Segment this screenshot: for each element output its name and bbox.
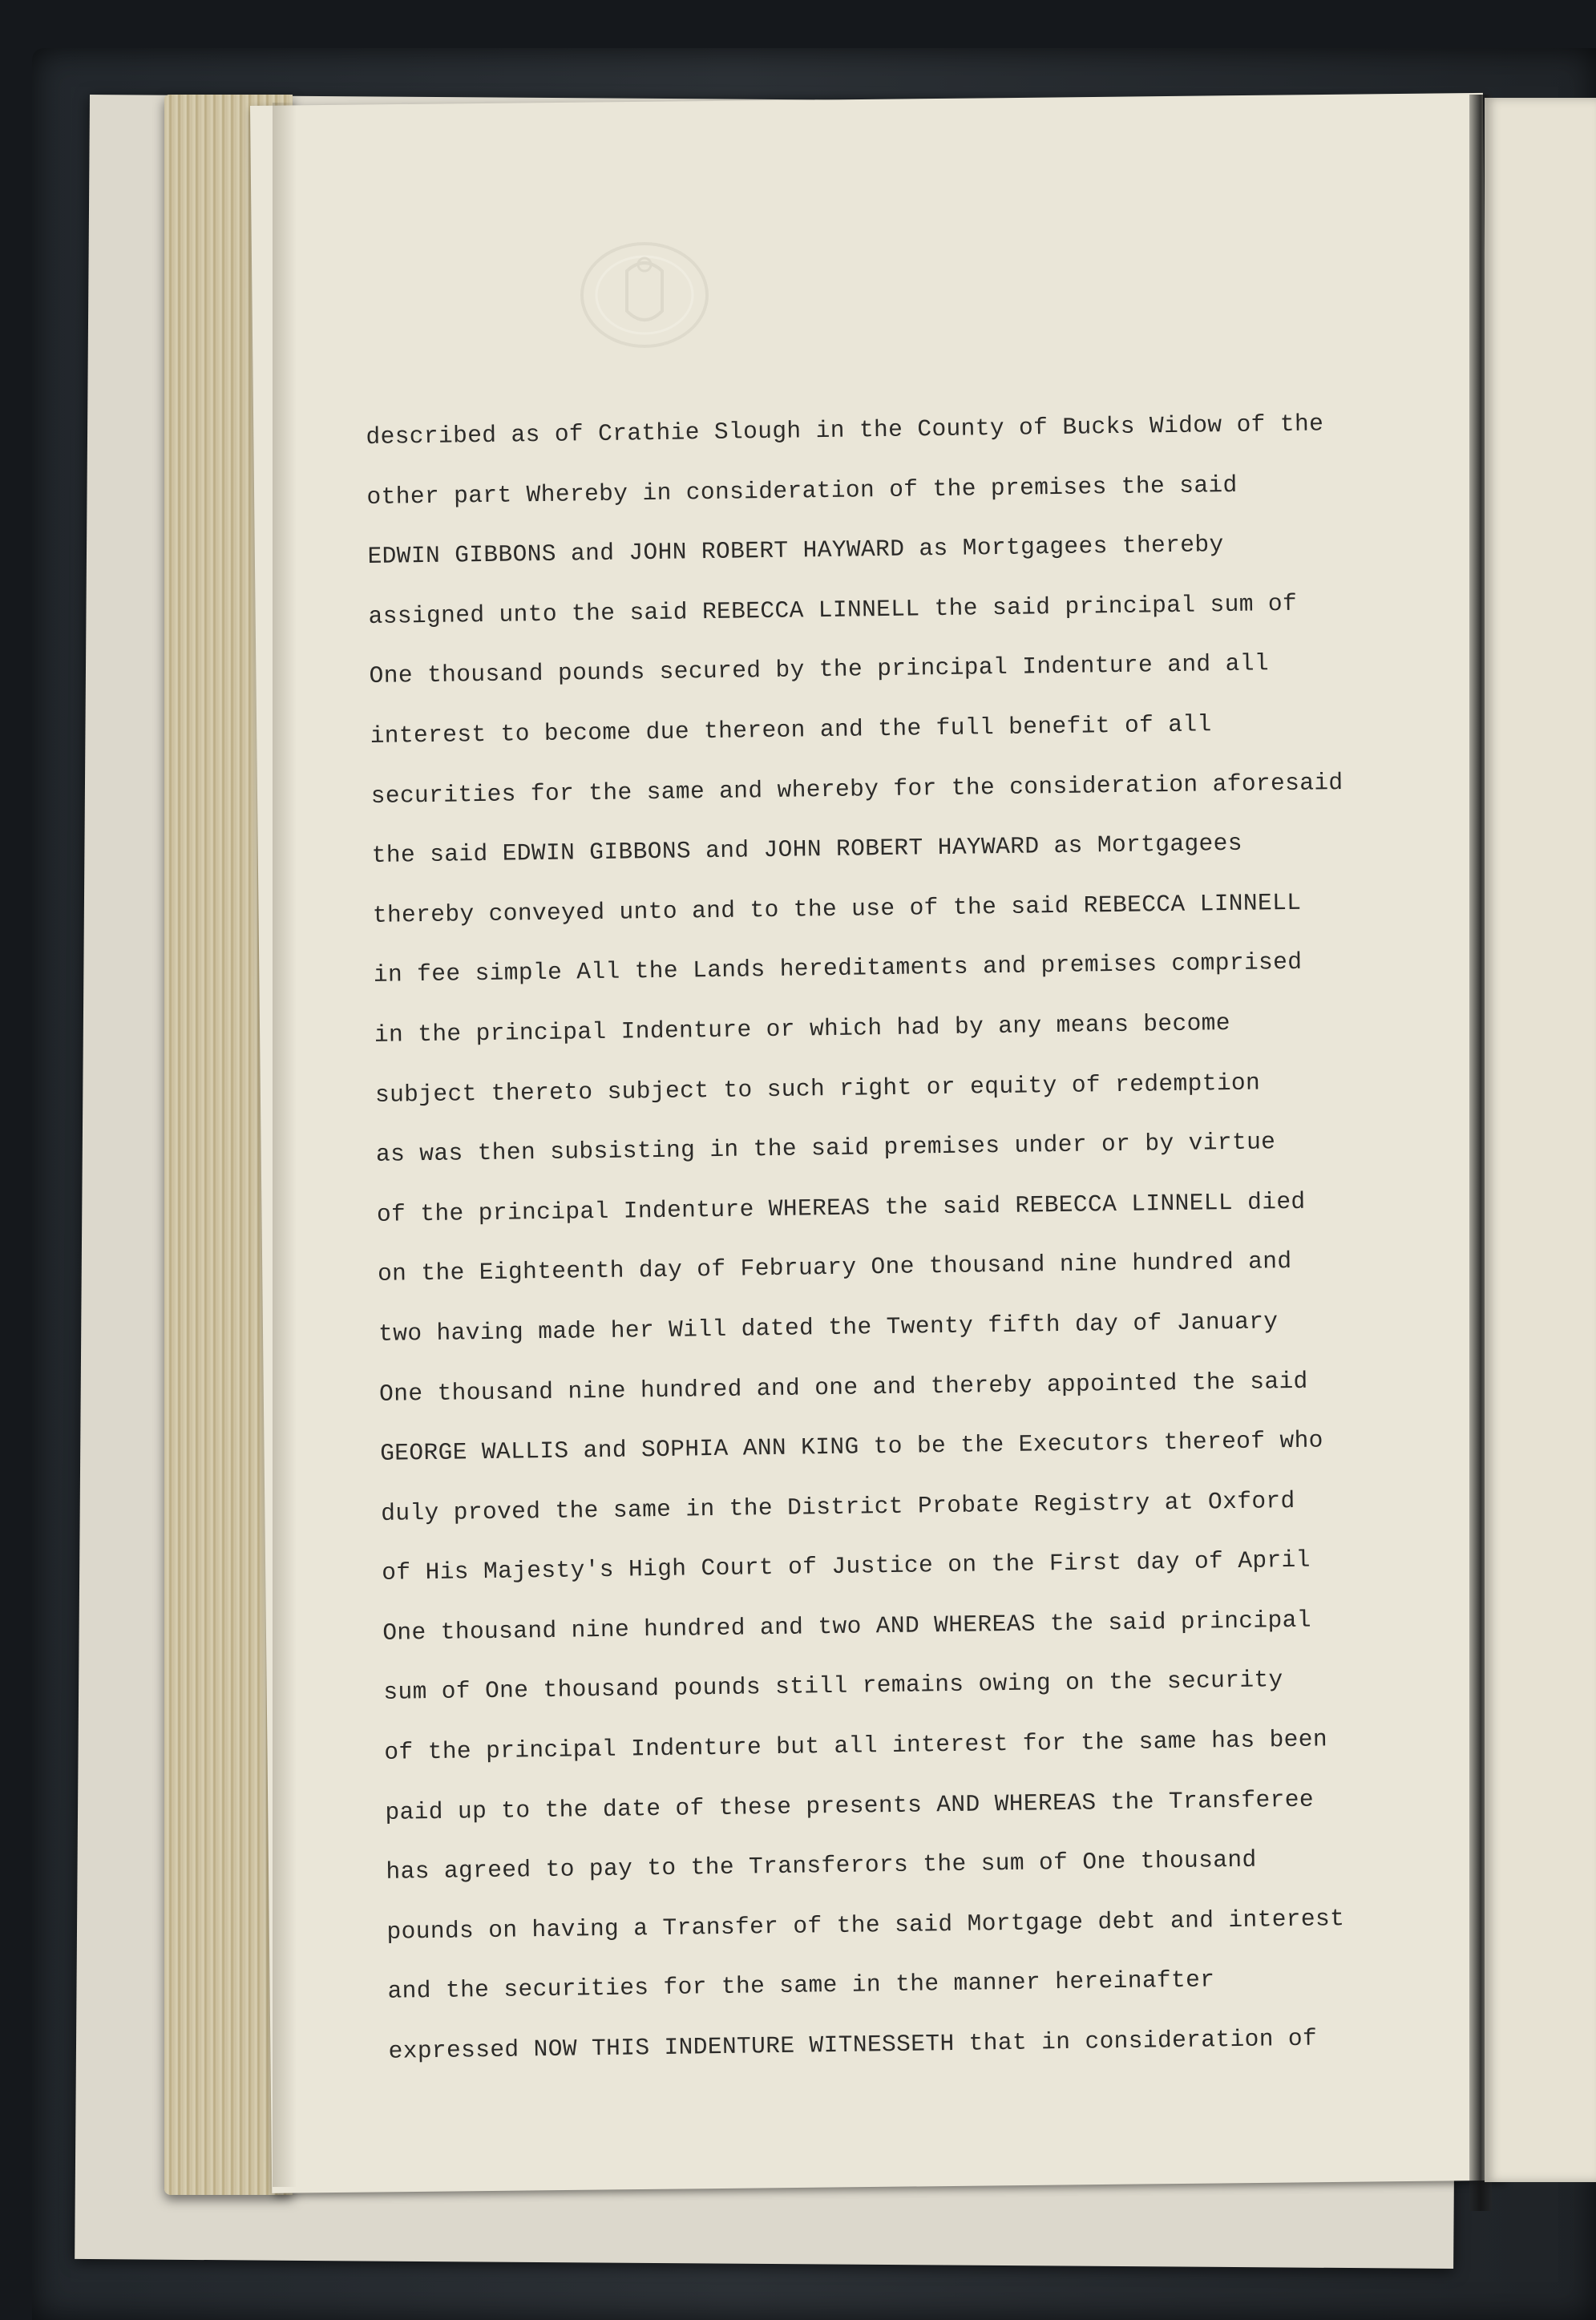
body-text-line: assigned unto the said REBECCA LINNELL the said principal sum of: [368, 589, 1298, 630]
body-text-line: has agreed to pay to the Transferors the sum of One thousand: [386, 1845, 1257, 1886]
page-stack-shadow: [273, 103, 297, 2187]
body-text-line: One thousand nine hundred and one and thereby appointed the said: [378, 1367, 1308, 1408]
body-text-line: One thousand pounds secured by the principal Indenture and all: [369, 649, 1270, 690]
body-text-line: sum of One thousand pounds still remains owing on the security: [383, 1666, 1283, 1707]
body-text-line: EDWIN GIBBONS and JOHN ROBERT HAYWARD as Mortgagees thereby: [367, 531, 1224, 571]
body-text-line: One thousand nine hundred and two AND WHEREAS the said principal: [382, 1606, 1312, 1647]
body-text-line: duly proved the same in the District Probate Registry at Oxford: [381, 1486, 1295, 1527]
body-text-line: two having made her Will dated the Twenty fifth day of January: [378, 1308, 1279, 1348]
body-text-line: described as of Crathie Slough in the County of Bucks Widow of the: [366, 410, 1324, 451]
body-text-line: other part Whereby in consideration of the premises the said: [366, 471, 1238, 511]
body-text-line: on the Eighteenth day of February One thousand nine hundred and: [377, 1247, 1292, 1288]
body-text-line: securities for the same and whereby for the consideration aforesaid: [370, 768, 1343, 810]
body-text-line: subject thereto subject to such right or equity of redemption: [374, 1069, 1261, 1109]
body-text-line: and the securities for the same in the manner hereinafter: [387, 1966, 1215, 2006]
body-text-line: of the principal Indenture WHEREAS the said REBECCA LINNELL died: [376, 1187, 1306, 1228]
body-text-line: as was then subsisting in the said premises under or by virtue: [375, 1128, 1276, 1169]
body-text-line: expressed NOW THIS INDENTURE WITNESSETH that in consideration of: [388, 2024, 1318, 2065]
body-text-line: interest to become due thereon and the full benefit of all: [370, 710, 1212, 750]
body-text-line: the said EDWIN GIBBONS and JOHN ROBERT HAYWARD as Mortgagees: [371, 829, 1243, 870]
document-body: [366, 391, 1511, 2081]
embossed-seal-icon: [579, 239, 710, 350]
body-text-line: of the principal Indenture but all interest for the same has been: [384, 1725, 1328, 1766]
body-text-line: pounds on having a Transfer of the said Mortgage debt and interest: [386, 1904, 1345, 1946]
body-text-line: of His Majesty's High Court of Justice on the First day of April: [382, 1546, 1311, 1587]
body-text-line: GEORGE WALLIS and SOPHIA ANN KING to be the Executors thereof who: [379, 1426, 1324, 1467]
body-text-line: in fee simple All the Lands hereditaments and premises comprised: [373, 948, 1303, 989]
body-text-line: in the principal Indenture or which had by any means become: [374, 1008, 1231, 1049]
body-text-line: paid up to the date of these presents AND WHEREAS the Transferee: [385, 1785, 1315, 1826]
body-text-line: thereby conveyed unto and to the use of the said REBECCA LINNELL: [372, 888, 1302, 929]
facing-page: [1485, 98, 1596, 2182]
